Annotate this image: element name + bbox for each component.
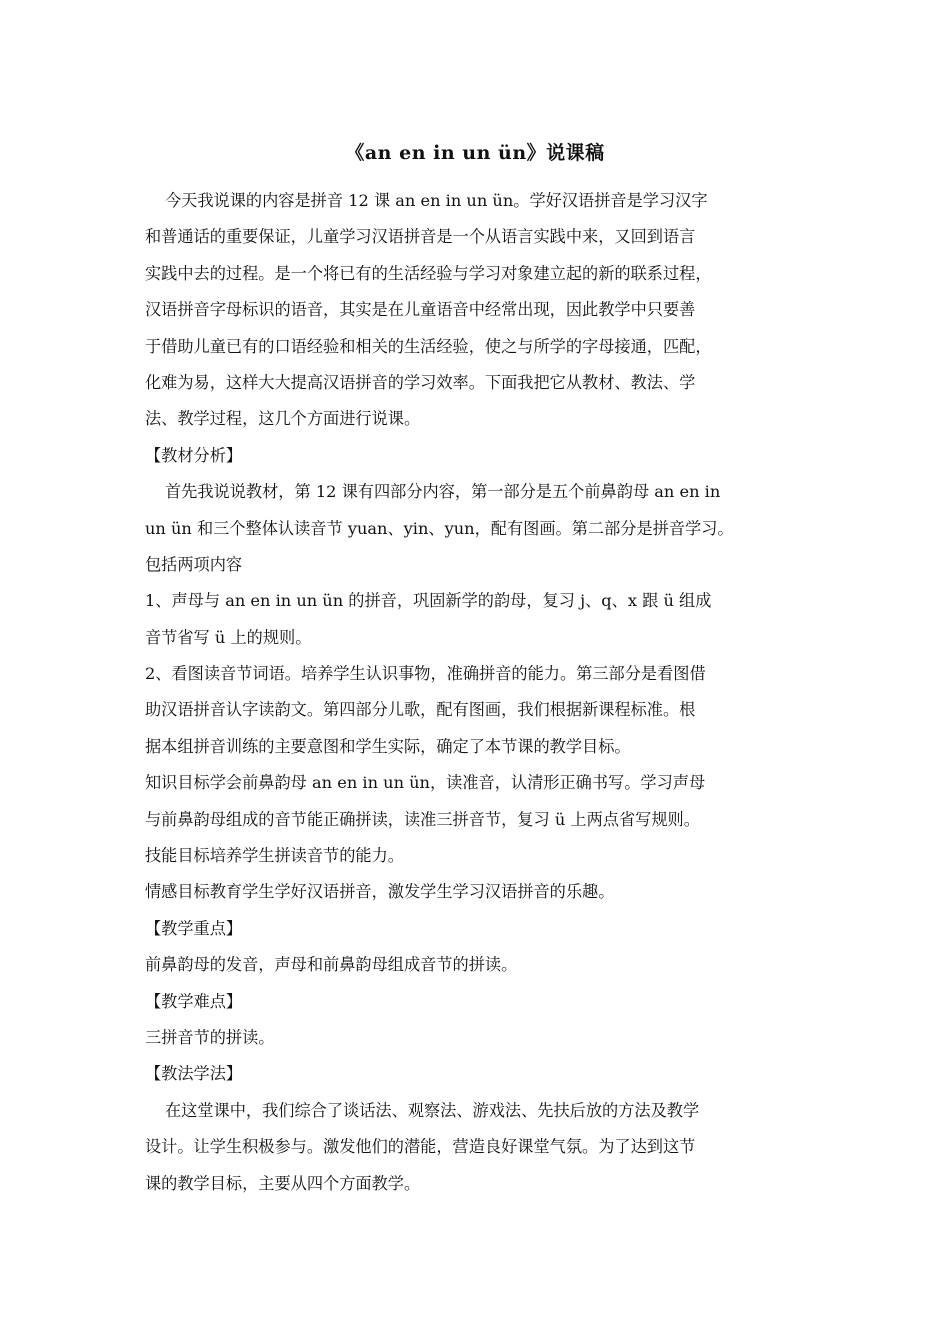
text-line: 前鼻韵母的发音，声母和前鼻韵母组成音节的拼读。 (145, 955, 518, 975)
text-line: 和普通话的重要保证，儿童学习汉语拼音是一个从语言实践中来，又回到语言 (145, 227, 696, 247)
text-line: 【教法学法】 (145, 1064, 243, 1084)
text-line: 2、看图读音节词语。培养学生认识事物，准确拼音的能力。第三部分是看图借 (145, 664, 706, 684)
document-title: 《an en in un ün》说课稿 (345, 142, 605, 164)
text-line: 汉语拼音字母标识的语音，其实是在儿童语音中经常出现，因此教学中只要善 (145, 300, 696, 320)
text-line: 【教学重点】 (145, 918, 243, 938)
text-line: 于借助儿童已有的口语经验和相关的生活经验，使之与所学的字母接通，匹配， (145, 336, 712, 356)
text-line: un ün 和三个整体认读音节 yuan、yin、yun，配有图画。第二部分是拼音学习。 (145, 518, 734, 538)
text-line: 与前鼻韵母组成的音节能正确拼读，读准三拼音节，复习 ü 上两点省写规则。 (145, 809, 700, 829)
text-line: 三拼音节的拼读。 (145, 1027, 275, 1047)
text-line: 设计。让学生积极参与。激发他们的潜能，营造良好课堂气氛。为了达到这节 (145, 1137, 696, 1157)
text-line: 知识目标学会前鼻韵母 an en in un ün，读准音，认清形正确书写。学习声母 (145, 773, 706, 793)
text-line: 化难为易，这样大大提高汉语拼音的学习效率。下面我把它从教材、教法、学 (145, 372, 696, 392)
text-line: 法、教学过程，这几个方面进行说课。 (145, 409, 421, 429)
document-body (145, 183, 813, 1202)
text-line: 音节省写 ü 上的规则。 (145, 627, 312, 647)
text-line: 包括两项内容 (145, 554, 243, 574)
text-line: 【教学难点】 (145, 991, 243, 1011)
text-line: 1、声母与 an en in un ün 的拼音，巩固新学的韵母，复习 j、q、x 跟 ü 组成 (145, 591, 712, 611)
text-line: 技能目标培养学生拼读音节的能力。 (145, 846, 404, 866)
text-line: 据本组拼音训练的主要意图和学生实际，确定了本节课的教学目标。 (145, 736, 631, 756)
text-line: 助汉语拼音认字读韵文。第四部分儿歌，配有图画，我们根据新课程标准。根 (145, 700, 696, 720)
text-line: 情感目标教育学生学好汉语拼音，激发学生学习汉语拼音的乐趣。 (145, 882, 615, 902)
text-line: 【教材分析】 (145, 445, 243, 465)
text-line: 实践中去的过程。是一个将已有的生活经验与学习对象建立起的新的联系过程， (145, 263, 712, 283)
text-line: 今天我说课的内容是拼音 12 课 an en in un ün。学好汉语拼音是学习汉字 (165, 191, 708, 210)
text-line: 在这堂课中，我们综合了谈话法、观察法、游戏法、先扶后放的方法及教学 (165, 1100, 700, 1120)
text-line: 课的教学目标，主要从四个方面教学。 (145, 1173, 421, 1193)
text-line: 首先我说说教材，第 12 课有四部分内容，第一部分是五个前鼻韵母 an en in (165, 482, 721, 502)
